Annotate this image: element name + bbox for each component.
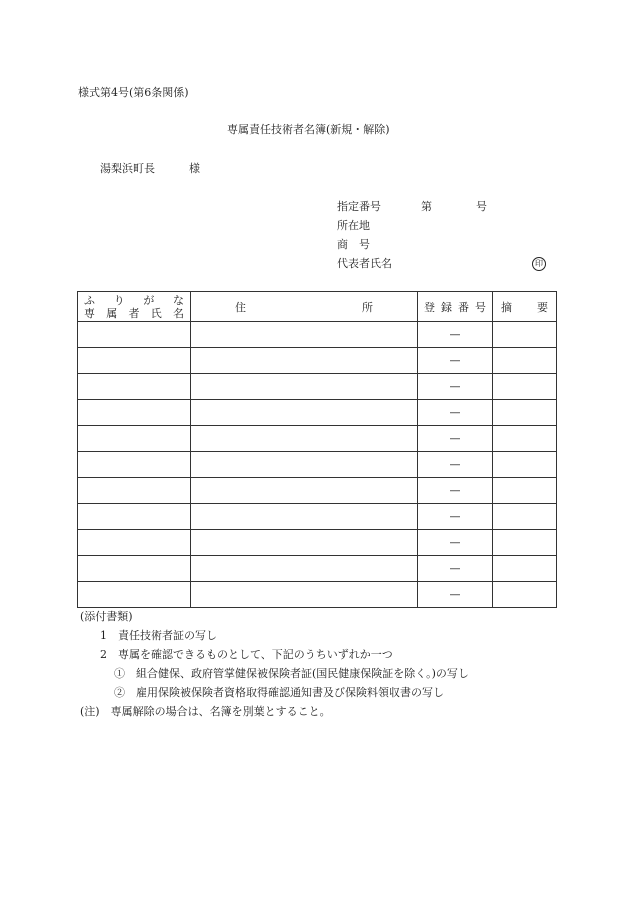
table-row [78,348,557,374]
header-furigana: ふ り が な [84,293,184,307]
attachment-item-1: 1 責任技術者証の写し [100,629,217,642]
table-row [78,400,557,426]
notes-section [80,610,469,724]
remarks-cell[interactable] [493,452,557,478]
address-cell[interactable] [191,556,418,582]
header-name-label: 専 属 者 氏 名 [84,306,184,320]
address-cell[interactable] [191,530,418,556]
address-cell[interactable] [191,374,418,400]
exclusive-technician-table [77,291,557,608]
address-cell[interactable] [191,400,418,426]
name-cell[interactable] [78,400,191,426]
table-row [78,452,557,478]
address-cell[interactable] [191,426,418,452]
header-remarks: 摘 要 [493,292,557,322]
address-cell[interactable] [191,322,418,348]
remarks-cell[interactable] [493,478,557,504]
remarks-cell[interactable] [493,374,557,400]
name-cell[interactable] [78,348,191,374]
registration-cell[interactable]: — [418,556,493,582]
representative-row [337,257,546,276]
table-row [78,556,557,582]
registration-cell[interactable]: — [418,452,493,478]
address-cell[interactable] [191,348,418,374]
address-cell[interactable] [191,452,418,478]
note-text: (注) 専属解除の場合は、名簿を別葉とすること。 [80,705,331,718]
form-number: 様式第4号(第6条関係) [78,86,189,99]
address-row [337,219,546,238]
registration-cell[interactable]: — [418,530,493,556]
recipient [100,162,200,176]
recipient-name: 湯梨浜町長 [100,162,155,175]
table-header-row [78,292,557,322]
header-registration-number: 登 録 番 号 [418,292,493,322]
applicant-block [337,200,546,276]
remarks-cell[interactable] [493,400,557,426]
registration-cell[interactable]: — [418,374,493,400]
name-cell[interactable] [78,452,191,478]
attachment-item-2: 2 専属を確認できるものとして、下記のうちいずれか一つ [100,648,393,661]
designation-dai: 第 [421,200,432,213]
address-label: 所在地 [337,219,370,232]
table-row [78,478,557,504]
address-cell[interactable] [191,478,418,504]
name-cell[interactable] [78,582,191,608]
name-cell[interactable] [78,426,191,452]
table-row [78,504,557,530]
recipient-suffix: 様 [189,162,200,175]
document-title: 専属責任技術者名簿(新規・解除) [227,123,390,136]
remarks-cell[interactable] [493,426,557,452]
trade-name-row [337,238,546,257]
header-name [78,292,191,322]
table-row [78,374,557,400]
remarks-cell[interactable] [493,348,557,374]
registration-cell[interactable]: — [418,478,493,504]
remarks-cell[interactable] [493,504,557,530]
name-cell[interactable] [78,478,191,504]
remarks-cell[interactable] [493,322,557,348]
remarks-cell[interactable] [493,556,557,582]
name-cell[interactable] [78,322,191,348]
registration-cell[interactable]: — [418,426,493,452]
trade-name-label: 商 号 [337,238,370,251]
table-row [78,530,557,556]
designation-go: 号 [476,200,487,213]
registration-cell[interactable]: — [418,322,493,348]
remarks-cell[interactable] [493,582,557,608]
name-cell[interactable] [78,556,191,582]
registration-cell[interactable]: — [418,400,493,426]
registration-cell[interactable]: — [418,582,493,608]
table-row [78,582,557,608]
table-row [78,322,557,348]
attachment-subitem-1: ① 組合健保、政府管掌健保被保険者証(国民健康保険証を除く。)の写し [114,667,469,680]
address-cell[interactable] [191,582,418,608]
registration-cell[interactable]: — [418,348,493,374]
representative-label: 代表者氏名 [337,257,392,270]
designation-number-row [337,200,546,219]
attachments-heading: (添付書類) [80,610,133,623]
registration-cell[interactable]: — [418,504,493,530]
name-cell[interactable] [78,374,191,400]
header-address: 住 所 [191,292,418,322]
name-cell[interactable] [78,504,191,530]
address-cell[interactable] [191,504,418,530]
name-cell[interactable] [78,530,191,556]
table-row [78,426,557,452]
attachment-subitem-2: ② 雇用保険被保険者資格取得確認通知書及び保険料領収書の写し [114,686,444,699]
designation-number-label: 指定番号 [337,200,381,213]
seal-mark: 印 [532,257,546,271]
remarks-cell[interactable] [493,530,557,556]
